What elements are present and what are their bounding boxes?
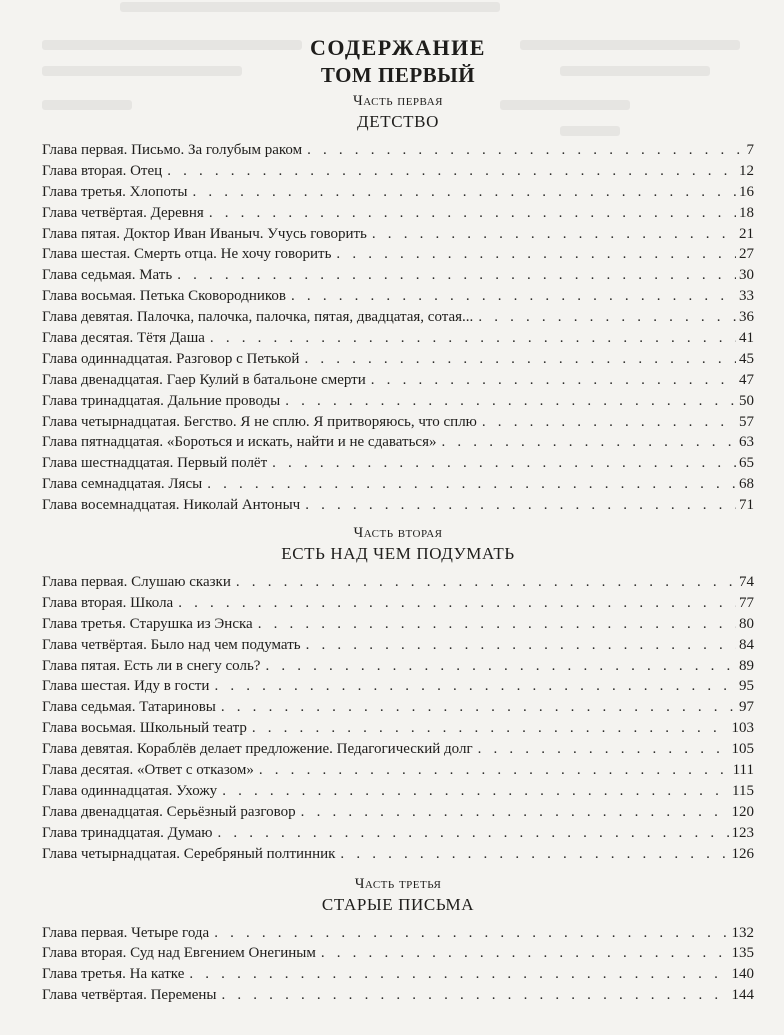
toc-entry xyxy=(42,718,754,739)
part-title: ДЕТСТВО xyxy=(357,112,439,131)
chapter-list xyxy=(42,140,754,516)
page-number: 57 xyxy=(739,413,754,430)
chapter-title: Глава девятая. Палочка, палочка, палочка, пятая, двадцатая, сотая... xyxy=(42,309,474,326)
page-number: 16 xyxy=(739,183,754,200)
toc-entry xyxy=(42,697,754,718)
dot-leader xyxy=(236,572,736,593)
page-number: 45 xyxy=(739,350,754,367)
toc-entry xyxy=(42,964,754,985)
dot-leader xyxy=(222,781,729,802)
part-label: Часть вторая xyxy=(353,525,443,542)
toc-entry xyxy=(42,161,754,182)
dot-leader xyxy=(207,474,736,495)
toc-entry xyxy=(42,495,754,516)
chapter-title: Глава шестая. Иду в гости xyxy=(42,678,210,695)
page-number: 135 xyxy=(731,945,754,962)
page-number: 63 xyxy=(739,434,754,451)
dot-leader xyxy=(285,391,736,412)
toc-entry xyxy=(42,760,754,781)
chapter-title: Глава девятая. Кораблёв делает предложение. Педагогический долг xyxy=(42,741,473,758)
dot-leader xyxy=(291,286,736,307)
toc-entry xyxy=(42,432,754,453)
chapter-list xyxy=(42,572,754,864)
dot-leader xyxy=(301,802,729,823)
page-number: 111 xyxy=(732,762,754,779)
toc-entry xyxy=(42,412,754,433)
toc-entry xyxy=(42,823,754,844)
chapter-title: Глава четырнадцатая. Бегство. Я не сплю. Я притворяюсь, что сплю xyxy=(42,413,477,430)
dot-leader xyxy=(221,697,736,718)
chapter-title: Глава тринадцатая. Дальние проводы xyxy=(42,392,281,409)
page-number: 12 xyxy=(739,162,754,179)
dot-leader xyxy=(214,923,728,944)
chapter-title: Глава третья. На катке xyxy=(42,966,185,983)
dot-leader xyxy=(321,943,729,964)
page-number: 7 xyxy=(746,142,754,158)
chapter-title: Глава вторая. Школа xyxy=(42,594,174,611)
page-number: 47 xyxy=(739,371,754,388)
dot-leader xyxy=(482,412,736,433)
toc-entry xyxy=(42,265,754,286)
part-1 xyxy=(42,92,754,516)
toc-entry xyxy=(42,474,754,495)
page-number: 115 xyxy=(732,782,754,799)
chapter-title: Глава десятая. «Ответ с отказом» xyxy=(42,762,254,779)
chapter-title: Глава одиннадцатая. Разговор с Петькой xyxy=(42,350,300,367)
toc-entry xyxy=(42,985,754,1006)
part-title: ЕСТЬ НАД ЧЕМ ПОДУМАТЬ xyxy=(281,544,515,564)
dot-leader xyxy=(221,985,728,1006)
toc-entry xyxy=(42,656,754,677)
page-number: 140 xyxy=(731,966,754,983)
dot-leader xyxy=(340,844,728,865)
page-number: 74 xyxy=(739,574,754,591)
chapter-title: Глава десятая. Тётя Даша xyxy=(42,330,205,347)
page-number: 71 xyxy=(739,497,754,514)
dot-leader xyxy=(306,635,736,656)
chapter-title: Глава семнадцатая. Лясы xyxy=(42,476,203,493)
part-label: Часть третья xyxy=(354,875,442,892)
dot-leader xyxy=(305,495,736,516)
dot-leader xyxy=(177,265,736,286)
dot-leader xyxy=(258,614,736,635)
chapter-title: Глава двенадцатая. Серьёзный разговор xyxy=(42,803,296,820)
page-number: 77 xyxy=(739,594,754,611)
toc-entry xyxy=(42,572,754,593)
page-number: 89 xyxy=(739,657,754,674)
chapter-title: Глава пятая. Есть ли в снегу соль? xyxy=(42,657,261,674)
toc-entry xyxy=(42,453,754,474)
toc-entry xyxy=(42,391,754,412)
dot-leader xyxy=(192,182,736,203)
dot-leader xyxy=(307,140,741,161)
chapter-title: Глава шестнадцатая. Первый полёт xyxy=(42,455,268,472)
dot-leader xyxy=(217,823,728,844)
page-number: 41 xyxy=(739,330,754,347)
page-number: 126 xyxy=(731,845,754,862)
dot-leader xyxy=(209,203,736,224)
page-number: 18 xyxy=(739,204,754,221)
toc-entry xyxy=(42,140,754,161)
dot-leader xyxy=(478,739,729,760)
chapter-title: Глава первая. Письмо. За голубым раком xyxy=(42,142,303,158)
chapter-title: Глава четырнадцатая. Серебряный полтинник xyxy=(42,845,336,862)
chapter-title: Глава восьмая. Школьный театр xyxy=(42,720,247,737)
toc-entry xyxy=(42,781,754,802)
page-number: 144 xyxy=(731,987,754,1004)
chapter-title: Глава первая. Слушаю сказки xyxy=(42,574,231,591)
page-number: 50 xyxy=(739,392,754,409)
dot-leader xyxy=(442,432,737,453)
page-number: 65 xyxy=(739,455,754,472)
toc-entry xyxy=(42,635,754,656)
chapter-title: Глава четвёртая. Было над чем подумать xyxy=(42,636,301,653)
toc-entry xyxy=(42,593,754,614)
dot-leader xyxy=(272,453,736,474)
page-number: 123 xyxy=(731,824,754,841)
volume-title: ТОМ ПЕРВЫЙ xyxy=(320,63,476,87)
chapter-title: Глава третья. Старушка из Энска xyxy=(42,615,253,632)
toc-entry xyxy=(42,328,754,349)
dot-leader xyxy=(167,161,736,182)
toc-entry xyxy=(42,802,754,823)
page-number: 33 xyxy=(739,288,754,305)
toc-entry xyxy=(42,844,754,865)
dot-leader xyxy=(214,676,736,697)
dot-leader xyxy=(189,964,728,985)
page-number: 21 xyxy=(739,225,754,242)
dot-leader xyxy=(371,370,736,391)
dot-leader xyxy=(265,656,736,677)
part-title: СТАРЫЕ ПИСЬМА xyxy=(321,894,475,914)
toc-entry xyxy=(42,244,754,265)
chapter-title: Глава тринадцатая. Думаю xyxy=(42,824,213,841)
page-number: 80 xyxy=(739,615,754,632)
toc-entry xyxy=(42,923,754,944)
page-number: 103 xyxy=(731,720,754,737)
chapter-title: Глава восьмая. Петька Сковородников xyxy=(42,288,287,305)
chapter-title: Глава пятая. Доктор Иван Иваныч. Учусь говорить xyxy=(42,225,367,242)
page-number: 84 xyxy=(739,636,754,653)
chapter-title: Глава пятнадцатая. «Бороться и искать, найти и не сдаваться» xyxy=(42,434,437,451)
part-label: Часть первая xyxy=(353,93,443,109)
chapter-title: Глава восемнадцатая. Николай Антоныч xyxy=(42,497,301,514)
dot-leader xyxy=(372,224,736,245)
dot-leader xyxy=(304,349,736,370)
toc-entry xyxy=(42,676,754,697)
part-2 xyxy=(42,524,754,864)
chapter-title: Глава первая. Четыре года xyxy=(42,924,210,941)
toc-entry xyxy=(42,224,754,245)
chapter-title: Глава шестая. Смерть отца. Не хочу говорить xyxy=(42,246,332,263)
chapter-title: Глава четвёртая. Перемены xyxy=(42,987,217,1004)
dot-leader xyxy=(259,760,730,781)
page-number: 132 xyxy=(731,924,754,941)
chapter-title: Глава двенадцатая. Гаер Кулий в батальоне смерти xyxy=(42,371,366,388)
dot-leader xyxy=(252,718,729,739)
toc-entry xyxy=(42,182,754,203)
toc-entry xyxy=(42,203,754,224)
toc-entry xyxy=(42,370,754,391)
page-number: 120 xyxy=(731,803,754,820)
dot-leader xyxy=(478,307,736,328)
chapter-title: Глава вторая. Отец xyxy=(42,162,163,179)
chapter-title: Глава третья. Хлопоты xyxy=(42,183,188,200)
chapter-title: Глава седьмая. Мать xyxy=(42,267,173,284)
page-number: 97 xyxy=(739,699,754,716)
toc-entry xyxy=(42,943,754,964)
page-number: 95 xyxy=(739,678,754,695)
toc-entry xyxy=(42,739,754,760)
page-number: 30 xyxy=(739,267,754,284)
toc-entry xyxy=(42,349,754,370)
toc-entry xyxy=(42,614,754,635)
dot-leader xyxy=(210,328,736,349)
toc-entry xyxy=(42,307,754,328)
chapter-title: Глава четвёртая. Деревня xyxy=(42,204,204,221)
toc-entry xyxy=(42,286,754,307)
page-number: 68 xyxy=(739,476,754,493)
chapter-title: Глава вторая. Суд над Евгением Онегиным xyxy=(42,945,316,962)
chapter-title: Глава седьмая. Татариновы xyxy=(42,699,216,716)
page-number: 105 xyxy=(731,741,754,758)
part-3 xyxy=(42,875,754,1007)
chapter-title: Глава одиннадцатая. Ухожу xyxy=(42,782,218,799)
dot-leader xyxy=(178,593,736,614)
table-of-contents xyxy=(42,34,754,1006)
page-number: 36 xyxy=(739,309,754,326)
contents-title: СОДЕРЖАНИЕ xyxy=(310,35,486,60)
dot-leader xyxy=(336,244,736,265)
page-number: 27 xyxy=(739,246,754,263)
chapter-list xyxy=(42,923,754,1007)
